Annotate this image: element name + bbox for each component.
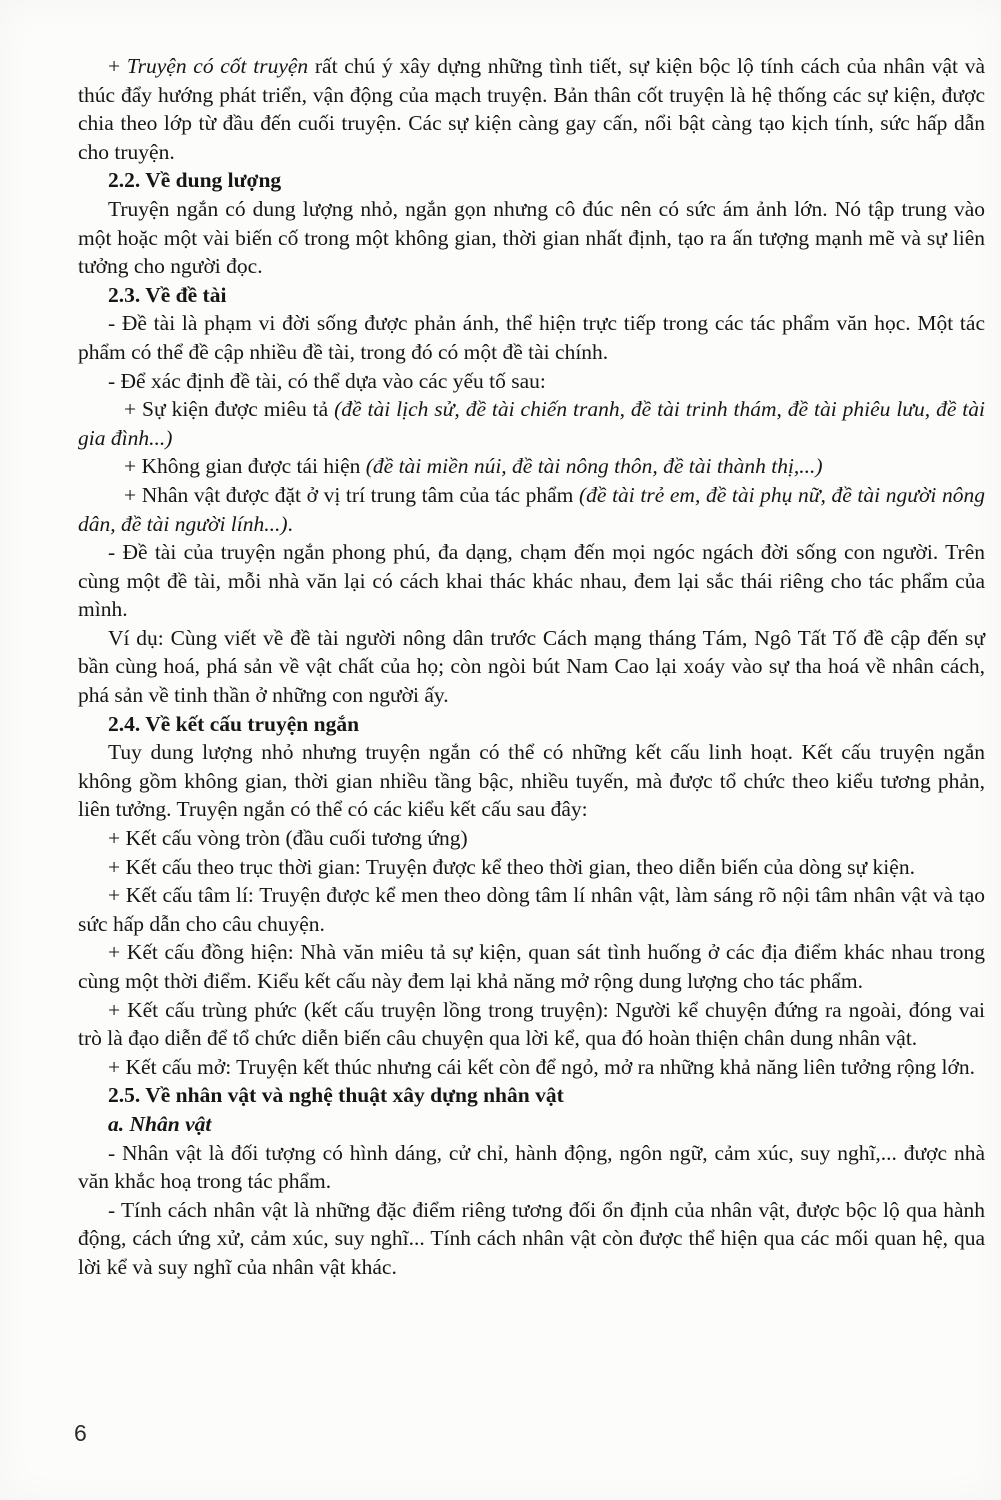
paragraph	[78, 938, 985, 995]
list-item	[78, 452, 985, 481]
list-item	[78, 481, 985, 538]
text-run: (đề tài lịch sử, đề tài chiến tranh, đề tài trinh thám, đề tài phiêu lưu, đề tài gia đình...)	[78, 397, 986, 450]
text-run: (đề tài trẻ em, đề tài phụ nữ, đề tài người nông dân, đề tài người lính...)	[78, 482, 985, 536]
paragraph	[78, 824, 985, 853]
text-run: + Kết cấu trùng phức (kết cấu truyện lồng trong truyện): Người kể chuyện đứng ra ngoài, đóng vai trò là đạo diễn để tổ chức diễn biến câu chuyện qua lời kể, qua đó hoàn thiện chân dung nhân vật.	[78, 997, 985, 1051]
text-run: - Nhân vật là đối tượng có hình dáng, cử chỉ, hành động, ngôn ngữ, cảm xúc, suy nghĩ,... được nhà văn khắc hoạ trong tác phẩm.	[78, 1140, 985, 1194]
text-run: (đề tài miền núi, đề tài nông thôn, đề tài thành thị,...)	[365, 454, 823, 479]
text-run: + Kết cấu mở: Truyện kết thúc nhưng cái kết còn để ngỏ, mở ra những khả năng liên tưởng rộng lớn.	[108, 1054, 976, 1079]
text-run: 2.5. Về nhân vật và nghệ thuật xây dựng nhân vật	[108, 1083, 564, 1108]
text-run: + Sự kiện được miêu tả	[124, 397, 335, 422]
text-run: + Kết cấu vòng tròn (đầu cuối tương ứng)	[108, 826, 468, 851]
text-run: +	[108, 54, 127, 78]
paragraph	[78, 853, 985, 882]
text-run: - Đề tài là phạm vi đời sống được phản ánh, thể hiện trực tiếp trong các tác phẩm văn học. Một tác phẩm có thể đề cập nhiều đề tài, trong đó có một đề tài chính.	[78, 311, 985, 364]
text-run: 2.3. Về đề tài	[108, 282, 227, 307]
text-run: a. Nhân vật	[108, 1111, 212, 1136]
paragraph	[78, 367, 985, 396]
text-run: 2.2. Về dung lượng	[108, 168, 282, 193]
text-run: Truyện ngắn có dung lượng nhỏ, ngắn gọn nhưng cô đúc nên có sức ám ảnh lớn. Nó tập trung vào một hoặc một vài biến cố trong một không gian, thời gian nhất định, tạo ra ấn tượng mạnh mẽ và sự liên tưởng cho người đọc.	[78, 196, 985, 279]
text-run: + Kết cấu đồng hiện: Nhà văn miêu tả sự kiện, quan sát tình huống ở các địa điểm khác nhau trong cùng một thời điểm. Kiểu kết cấu này đem lại khả năng mở rộng dung lượng cho tác phẩm.	[78, 940, 985, 993]
text-run: 2.4. Về kết cấu truyện ngắn	[108, 711, 360, 736]
paragraph	[78, 996, 985, 1053]
section-heading	[78, 1081, 985, 1110]
paragraph	[78, 624, 985, 710]
paragraph	[78, 738, 985, 824]
text-run: + Nhân vật được đặt ở vị trí trung tâm của tác phẩm	[124, 482, 580, 507]
text-run: - Để xác định đề tài, có thể dựa vào các yếu tố sau:	[108, 368, 546, 393]
section-heading	[78, 281, 985, 310]
paragraph	[78, 1196, 985, 1282]
text-run: Truyện có cốt truyện	[126, 54, 309, 78]
text-run: + Không gian được tái hiện	[124, 454, 366, 479]
text-run: - Tính cách nhân vật là những đặc điểm riêng tương đối ổn định của nhân vật, được bộc lộ qua hành động, cách ứng xử, cảm xúc, suy nghĩ... Tính cách nhân vật còn được thể hiện qua các mối quan hệ, qua lời kể và suy nghĩ của nhân vật khác.	[78, 1197, 985, 1279]
text-run: + Kết cấu theo trục thời gian: Truyện được kể theo thời gian, theo diễn biến của dòng sự kiện.	[108, 854, 915, 879]
text-run: Tuy dung lượng nhỏ nhưng truyện ngắn có thể có những kết cấu linh hoạt. Kết cấu truyện ngắn không gồm không gian, thời gian nhiều tầng bậc, nhiều tuyến, mà được tổ chức theo kiểu tương phản, liên tưởng. Truyện ngắn có thể có các kiểu kết cấu sau đây:	[78, 740, 985, 822]
document-content	[78, 52, 985, 1282]
section-heading	[78, 710, 985, 739]
paragraph	[78, 1139, 985, 1196]
text-run: rất chú ý xây dựng những tình tiết, sự kiện bộc lộ tính cách của nhân vật và thúc đẩy hướng phát triển, vận động của mạch truyện. Bản thân cốt truyện là hệ thống các sự kiện, được chia theo lớp từ đầu đến cuối truyện. Các sự kiện càng gay cấn, nổi bật càng tạo kịch tính, sức hấp dẫn cho truyện.	[78, 54, 985, 164]
text-run: - Đề tài của truyện ngắn phong phú, đa dạng, chạm đến mọi ngóc ngách đời sống con người. Trên cùng một đề tài, mỗi nhà văn lại có cách khai thác khác nhau, đem lại sắc thái riêng cho tác phẩm của mình.	[78, 540, 985, 622]
paragraph	[78, 309, 985, 366]
section-heading	[78, 166, 985, 195]
text-run: + Kết cấu tâm lí: Truyện được kể men theo dòng tâm lí nhân vật, làm sáng rõ nội tâm nhân vật và tạo sức hấp dẫn cho câu chuyện.	[78, 883, 985, 936]
list-item	[78, 395, 985, 452]
paragraph	[78, 1053, 985, 1082]
page-number: 6	[74, 1420, 87, 1446]
paragraph	[78, 881, 985, 938]
paragraph	[78, 538, 985, 624]
text-run: .	[287, 511, 293, 536]
subsection-heading	[78, 1110, 985, 1139]
paragraph	[78, 52, 985, 166]
text-run: Ví dụ: Cùng viết về đề tài người nông dân trước Cách mạng tháng Tám, Ngô Tất Tố đề cập đến sự bần cùng hoá, phá sản về vật chất của họ; còn ngòi bút Nam Cao lại xoáy vào sự tha hoá về nhân cách, phá sản về tinh thần ở những con người ấy.	[78, 625, 985, 708]
paragraph	[78, 195, 985, 281]
